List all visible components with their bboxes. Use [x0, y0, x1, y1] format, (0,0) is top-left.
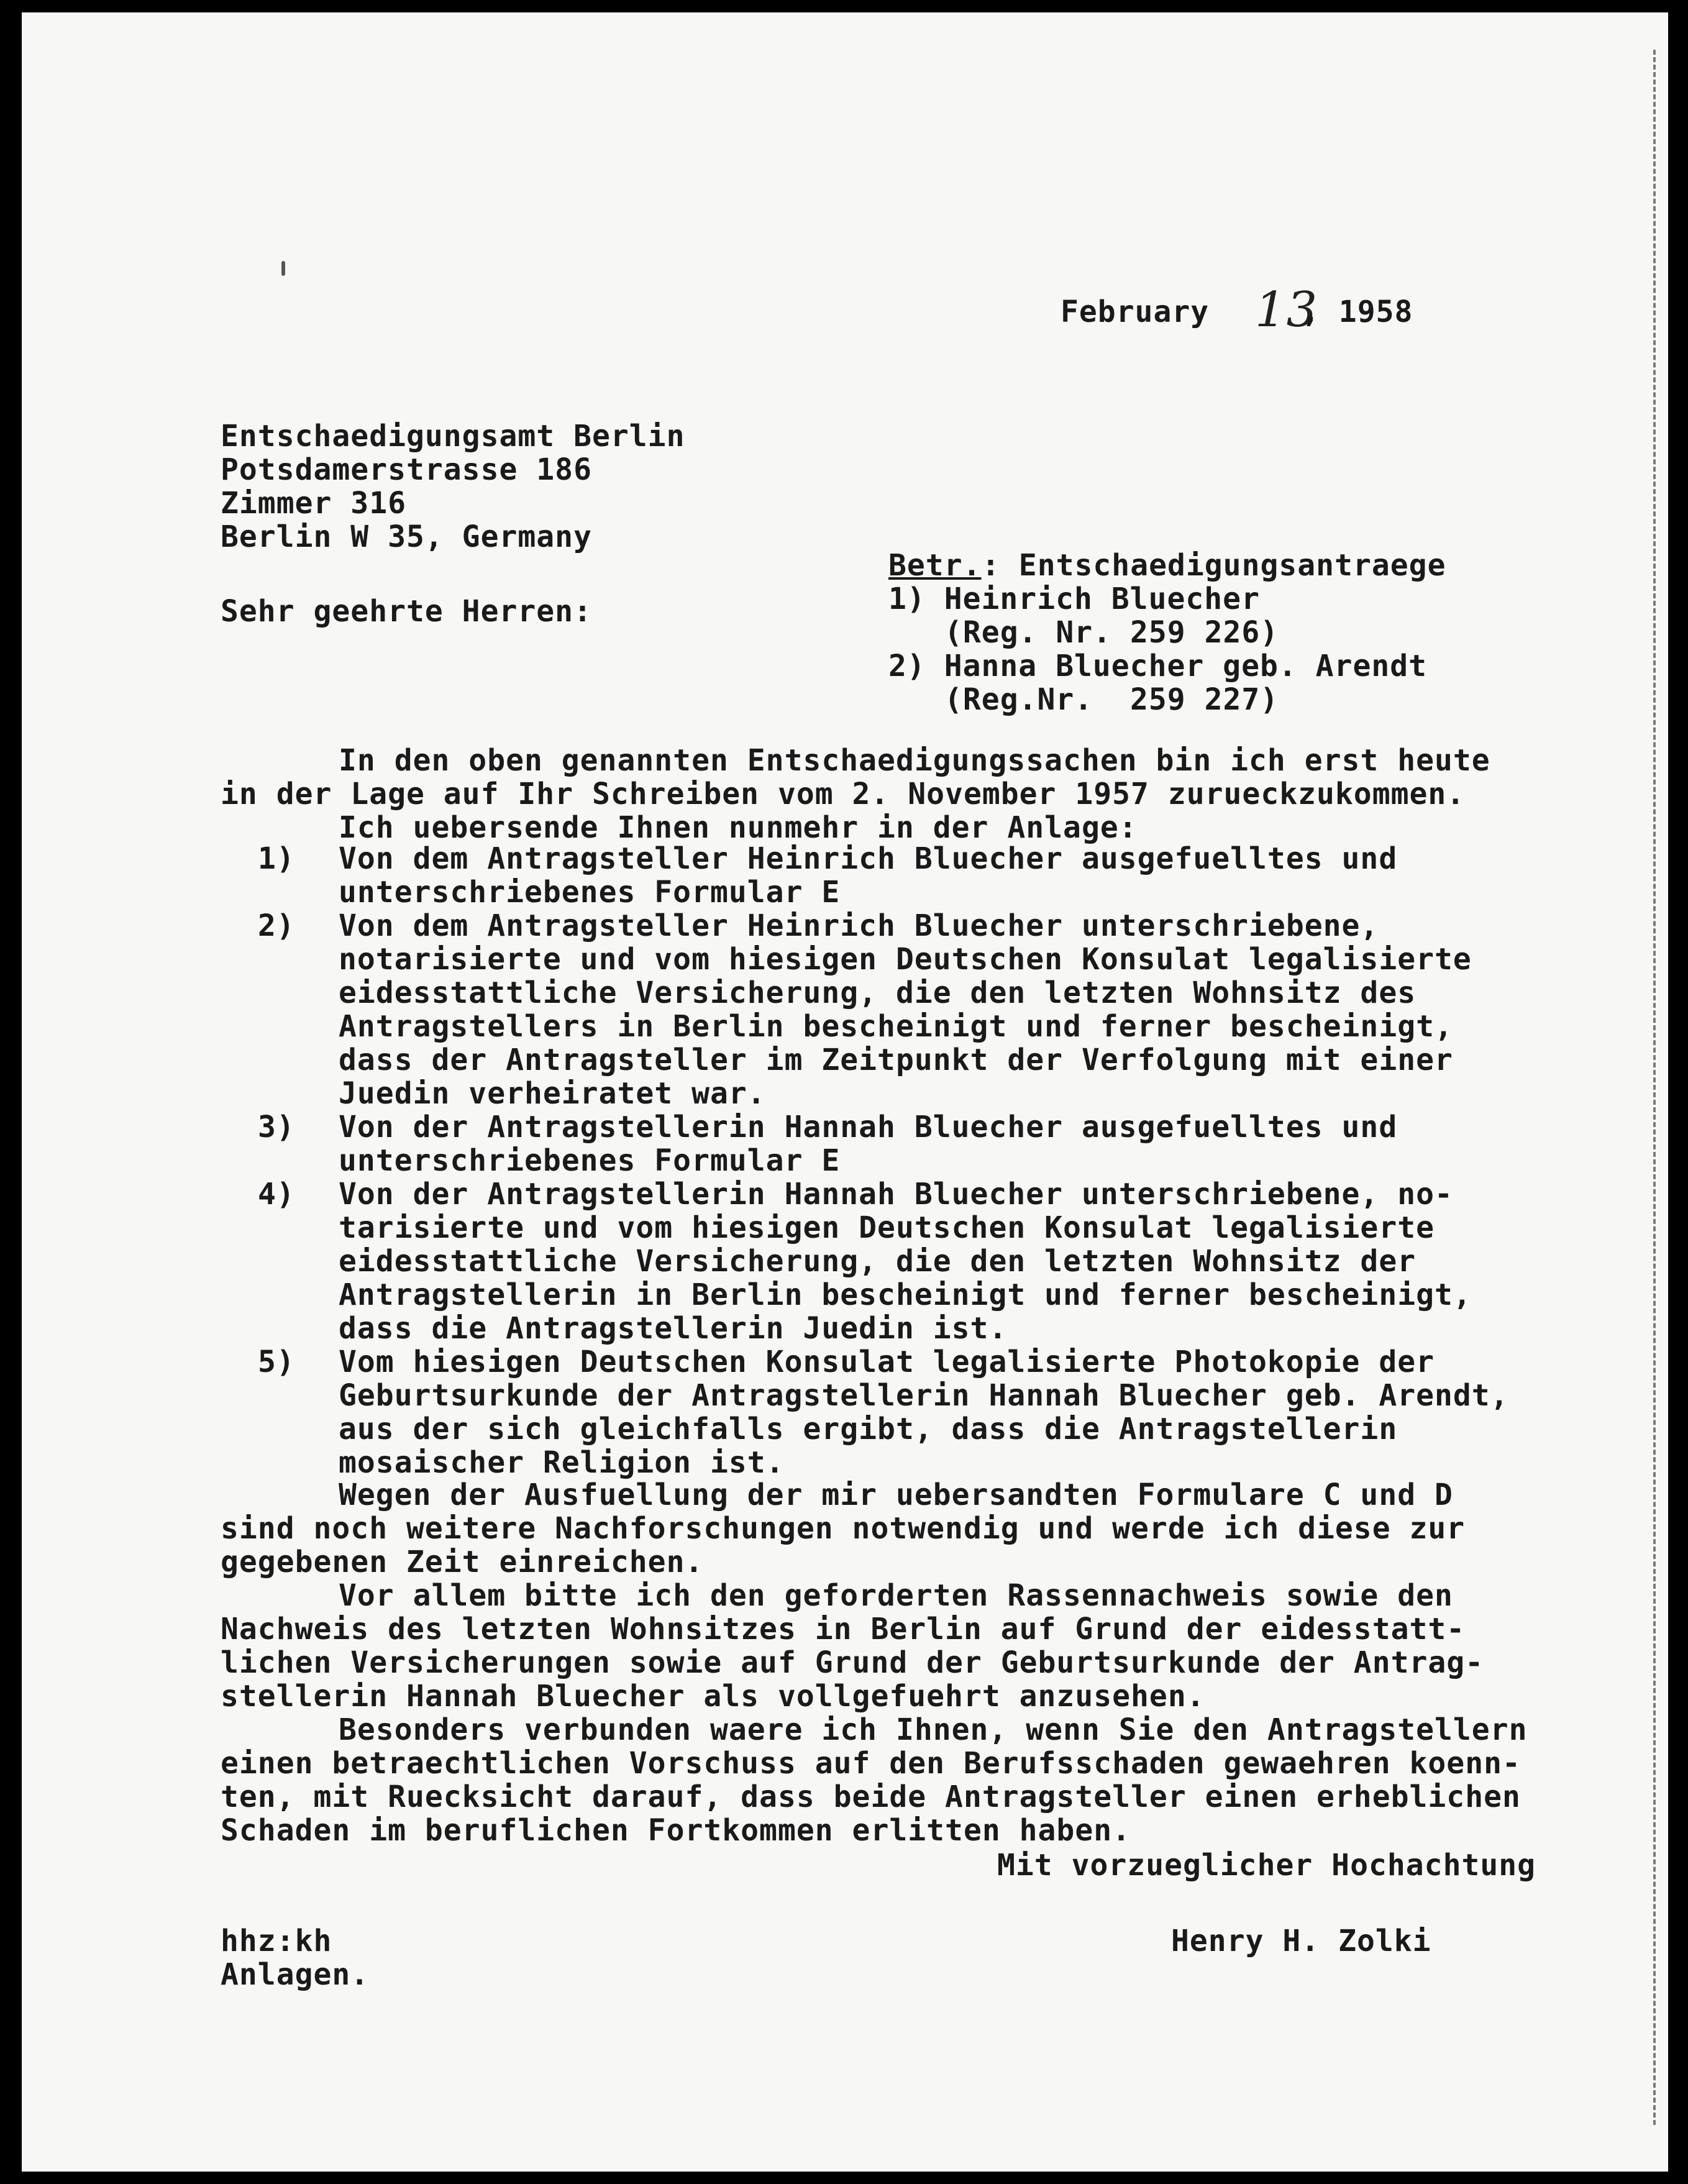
body-line: stellerin Hannah Bluecher als vollgefuehrt anzusehen. — [221, 1679, 1205, 1714]
attachments-note: Anlagen. — [221, 1957, 370, 1992]
reference-initials: hhz:kh — [221, 1924, 332, 1958]
date-year: , 1958 — [1302, 295, 1413, 329]
stray-ink-mark — [281, 261, 285, 276]
enclosure-line: dass der Antragsteller im Zeitpunkt der Verfolgung mit einer — [339, 1043, 1453, 1077]
enclosure-line: Geburtsurkunde der Antragstellerin Hannah Bluecher geb. Arendt, — [339, 1378, 1509, 1413]
recipient-line: Zimmer 316 — [221, 486, 406, 521]
enclosure-line: eidesstattliche Versicherung, die den letzten Wohnsitz des — [339, 975, 1417, 1010]
enclosure-number: 2) — [258, 908, 295, 943]
letter-page — [22, 12, 1668, 2172]
enclosure-number: 5) — [258, 1345, 295, 1379]
enclosure-line: dass die Antragstellerin Juedin ist. — [339, 1311, 1008, 1346]
enclosure-line: tarisierte und vom hiesigen Deutschen Konsulat legalisierte — [339, 1210, 1435, 1245]
date-month: February — [1061, 295, 1210, 329]
subject-title: : Entschaedigungsantraege — [982, 548, 1446, 583]
recipient-line: Potsdamerstrasse 186 — [221, 452, 592, 487]
body-line: Besonders verbunden waere ich Ihnen, wenn Sie den Antragstellern — [339, 1712, 1528, 1747]
enclosure-number: 1) — [258, 841, 295, 876]
subject-item: (Reg.Nr. 259 227) — [944, 682, 1279, 717]
subject-label: Betr. — [888, 548, 982, 583]
enclosure-line: eidesstattliche Versicherung, die den letzten Wohnsitz der — [339, 1244, 1417, 1279]
recipient-line: Entschaedigungsamt Berlin — [221, 419, 685, 454]
body-line: sind noch weitere Nachforschungen notwendig und werde ich diese zur — [221, 1511, 1466, 1546]
salutation: Sehr geehrte Herren: — [221, 594, 592, 629]
enclosure-line: Juedin verheiratet war. — [339, 1076, 766, 1111]
enclosure-line: Von der Antragstellerin Hannah Bluecher ausgefuelltes und — [339, 1110, 1398, 1145]
intro-line: Ich uebersende Ihnen nunmehr in der Anlage: — [339, 810, 1138, 845]
enclosure-line: unterschriebenes Formular E — [339, 875, 841, 910]
enclosure-line: unterschriebenes Formular E — [339, 1143, 841, 1178]
subject-item: (Reg. Nr. 259 226) — [944, 615, 1279, 650]
subject-item: 1) Heinrich Bluecher — [888, 582, 1260, 616]
body-line: lichen Versicherungen sowie auf Grund der Geburtsurkunde der Antrag- — [221, 1645, 1484, 1680]
body-line: Nachweis des letzten Wohnsitzes in Berlin auf Grund der eidesstatt- — [221, 1612, 1466, 1647]
enclosure-line: Antragstellerin in Berlin bescheinigt und ferner bescheinigt, — [339, 1277, 1472, 1312]
enclosure-line: Antragstellers in Berlin bescheinigt und ferner bescheinigt, — [339, 1009, 1453, 1044]
recipient-line: Berlin W 35, Germany — [221, 519, 592, 554]
enclosure-line: Von dem Antragsteller Heinrich Bluecher ausgefuelltes und — [339, 841, 1398, 876]
intro-line: in der Lage auf Ihr Schreiben vom 2. November 1957 zurueckzukommen. — [221, 777, 1466, 811]
enclosure-line: aus der sich gleichfalls ergibt, dass die Antragstellerin — [339, 1412, 1398, 1446]
signature: Henry H. Zolki — [1171, 1924, 1431, 1958]
body-line: einen betraechtlichen Vorschuss auf den Berufsschaden gewaehren koenn- — [221, 1746, 1521, 1781]
perforation-line — [1653, 50, 1656, 2125]
enclosure-number: 4) — [258, 1177, 295, 1212]
subject-item: 2) Hanna Bluecher geb. Arendt — [888, 649, 1428, 683]
body-line: ten, mit Ruecksicht darauf, dass beide Antragsteller einen erheblichen — [221, 1780, 1521, 1814]
enclosure-line: Vom hiesigen Deutschen Konsulat legalisierte Photokopie der — [339, 1345, 1435, 1379]
enclosure-number: 3) — [258, 1110, 295, 1145]
enclosure-line: notarisierte und vom hiesigen Deutschen Konsulat legalisierte — [339, 942, 1472, 977]
date-day-handwritten: 13 — [1255, 282, 1318, 338]
body-line: Vor allem bitte ich den geforderten Rassennachweis sowie den — [339, 1578, 1453, 1613]
intro-line: In den oben genannten Entschaedigungssachen bin ich erst heute — [339, 743, 1490, 778]
enclosure-line: Von der Antragstellerin Hannah Bluecher unterschriebene, no- — [339, 1177, 1453, 1212]
enclosure-line: mosaischer Religion ist. — [339, 1445, 785, 1480]
closing: Mit vorzueglicher Hochachtung — [997, 1848, 1536, 1883]
enclosure-line: Von dem Antragsteller Heinrich Bluecher unterschriebene, — [339, 908, 1379, 943]
body-line: gegebenen Zeit einreichen. — [221, 1545, 704, 1579]
body-line: Schaden im beruflichen Fortkommen erlitten haben. — [221, 1813, 1131, 1848]
body-line: Wegen der Ausfuellung der mir uebersandten Formulare C und D — [339, 1478, 1453, 1512]
